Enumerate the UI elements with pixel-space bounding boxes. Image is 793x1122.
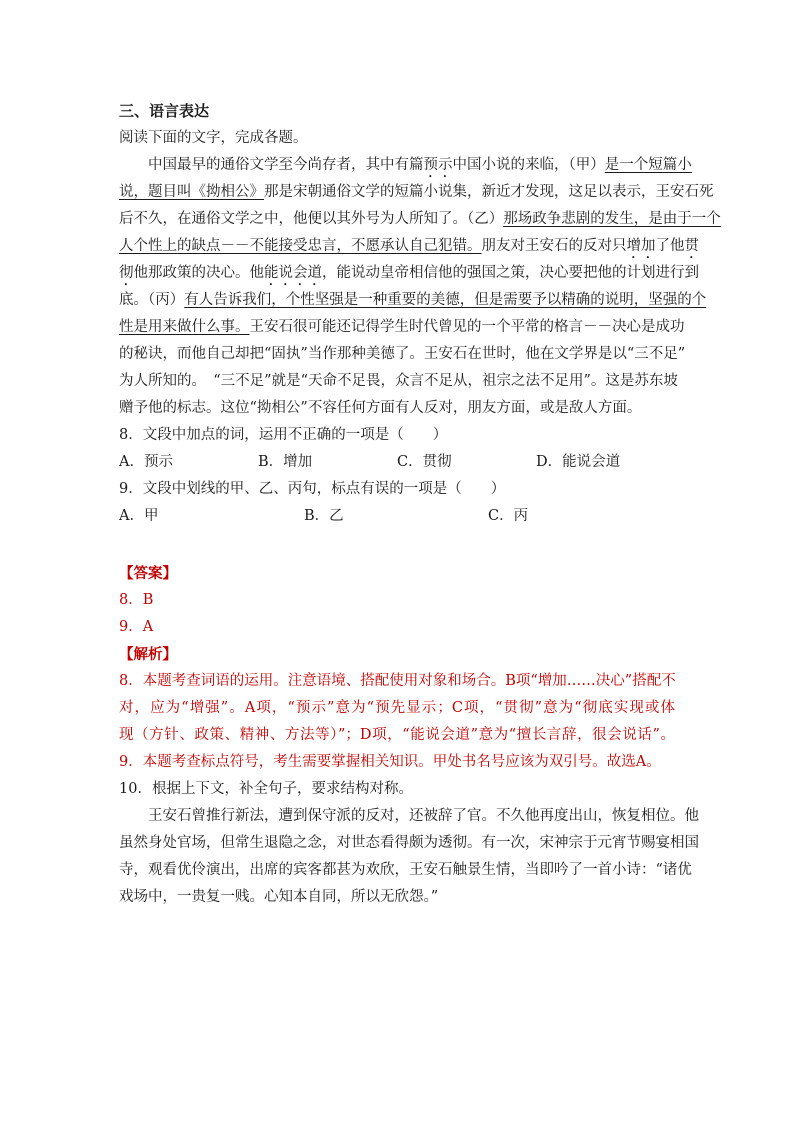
passage-text: 后不久，在通俗文学之中，他便以其外号为人所知了。（乙） bbox=[119, 211, 504, 227]
spacer bbox=[119, 530, 675, 560]
dotted-word-guanche: 贯 bbox=[684, 238, 699, 254]
passage-line bbox=[119, 287, 707, 314]
passage-line bbox=[119, 179, 714, 206]
passage-line bbox=[119, 314, 685, 341]
question-10-stem: 10．根据上下文，补全句子，要求结构对称。 bbox=[119, 781, 413, 797]
analysis-line: 对，应为“增强”。A项，“预示”意为“预先显示；C项，“贯彻”意为“彻底实现或体 bbox=[119, 700, 675, 716]
question-9-stem: 9．文段中划线的甲、乙、丙句，标点有误的一项是（ ） bbox=[119, 481, 506, 497]
question-8-stem: 8．文段中加点的词，运用不正确的一项是（ ） bbox=[119, 427, 448, 443]
underlined-sentence-bing: 性是用来做什么事。 bbox=[119, 319, 250, 335]
reading-instruction: 阅读下面的文字，完成各题。 bbox=[119, 130, 308, 146]
analysis-line: 现（方针、政策、精神、方法等）”；D项，“能说会道”意为“擅长言辞，很会说话”。 bbox=[119, 727, 675, 743]
option-b[interactable]: B．增加 bbox=[258, 454, 313, 470]
passage bbox=[119, 152, 721, 422]
passage-line: 的秘诀，而他自己却把“固执”当作那种美德了。王安石在世时，他在文学界是以“三不足” bbox=[119, 346, 686, 362]
underlined-sentence-jia: 说，题目叫《拗相公》 bbox=[119, 184, 264, 200]
underlined-sentence-jia: 是一个短篇小 bbox=[604, 157, 692, 173]
passage-line bbox=[119, 206, 721, 233]
passage-line bbox=[119, 152, 692, 179]
passage-text: 王安石很可能还记得学生时代曾见的一个平常的格言－－决心是成功 bbox=[249, 319, 685, 335]
dotted-word-guanche: 彻 bbox=[119, 265, 134, 281]
option-c[interactable]: C．贯彻 bbox=[397, 454, 452, 470]
analysis-line: 8．本题考查词语的运用。注意语境、搭配使用对象和场合。B项“增加……决心”搭配不 bbox=[119, 673, 676, 689]
document-content bbox=[119, 98, 721, 911]
underlined-sentence-bing: 有人告诉我们，个性坚强是一种重要的美德，但是需要予以精确的说明，坚强的个 bbox=[184, 292, 707, 308]
passage-text: 中国小说的来临，（甲） bbox=[452, 157, 605, 173]
underlined-sentence-yi: 人个性上的缺点－－不能接受忠言，不愿承认自己犯错。 bbox=[119, 238, 482, 254]
passage-text: 朋友对王安石的反对只 bbox=[481, 238, 627, 254]
passage-text: ，能说动皇帝相信他的强国之策，决心要把他的计划进行到 bbox=[322, 265, 699, 281]
q10-passage-line: 寺，观看优伶演出，出席的宾客都甚为欢欣，王安石触景生情，当即吟了一首小诗：“诸优 bbox=[119, 862, 692, 878]
passage-line: 赠予他的标志。这位“拗相公”不容任何方面有人反对，朋友方面，或是敌人方面。 bbox=[119, 400, 642, 416]
section-title: 三、语言表达 bbox=[119, 102, 210, 120]
q10-passage-line: 戏场中，一贵复一贱。心知本自同，所以无欣怨。” bbox=[119, 889, 439, 905]
dotted-word-yushi: 预示 bbox=[423, 157, 453, 173]
option-a[interactable]: A．甲 bbox=[119, 508, 159, 524]
passage-text: 那是宋朝通俗文学的短篇小说集，新近才发现，这足以表示，王安石死 bbox=[264, 184, 714, 200]
passage-text: 了他 bbox=[655, 238, 685, 254]
answer-title: 【答案】 bbox=[119, 565, 177, 582]
passage-line: 为人所知的。 “三不足”就是“天命不足畏，众言不足从，祖宗之法不足用”。这是苏东坡 bbox=[119, 373, 678, 389]
answer-8: 8．B bbox=[119, 592, 154, 608]
option-a[interactable]: A．预示 bbox=[119, 454, 173, 470]
analysis-title: 【解析】 bbox=[119, 646, 177, 663]
option-b[interactable]: B．乙 bbox=[304, 508, 344, 524]
passage-text: 底。（丙） bbox=[119, 292, 185, 308]
q10-passage-line: 王安石曾推行新法，遭到保守派的反对，还被辞了官。不久他再度出山，恢复相位。他 bbox=[148, 808, 699, 824]
question-8-options bbox=[119, 449, 675, 476]
q10-passage-line: 虽然身处官场，但常生退隐之念，对世态看得颇为透彻。有一次，宋神宗于元宵节赐宴相国 bbox=[119, 835, 699, 851]
dotted-word-zengjia: 增加 bbox=[626, 238, 656, 254]
dotted-word-nengshuohuidao: 能说会道 bbox=[264, 265, 322, 281]
passage-text: 中国最早的通俗文学至今尚存者，其中有篇 bbox=[148, 157, 424, 173]
option-d[interactable]: D．能说会道 bbox=[536, 454, 621, 470]
passage-text: 他那政策的决心。他 bbox=[133, 265, 264, 281]
passage-line bbox=[119, 260, 699, 287]
analysis-line: 9．本题考查标点符号，考生需要掌握相关知识。甲处书名号应该为双引号。故选A。 bbox=[119, 754, 661, 770]
option-c[interactable]: C．丙 bbox=[488, 508, 529, 524]
answer-9: 9．A bbox=[119, 619, 154, 635]
underlined-sentence-yi: 那场政争悲剧的发生，是由于一个 bbox=[503, 211, 721, 227]
passage-line bbox=[119, 233, 699, 260]
question-9-options bbox=[119, 503, 675, 530]
